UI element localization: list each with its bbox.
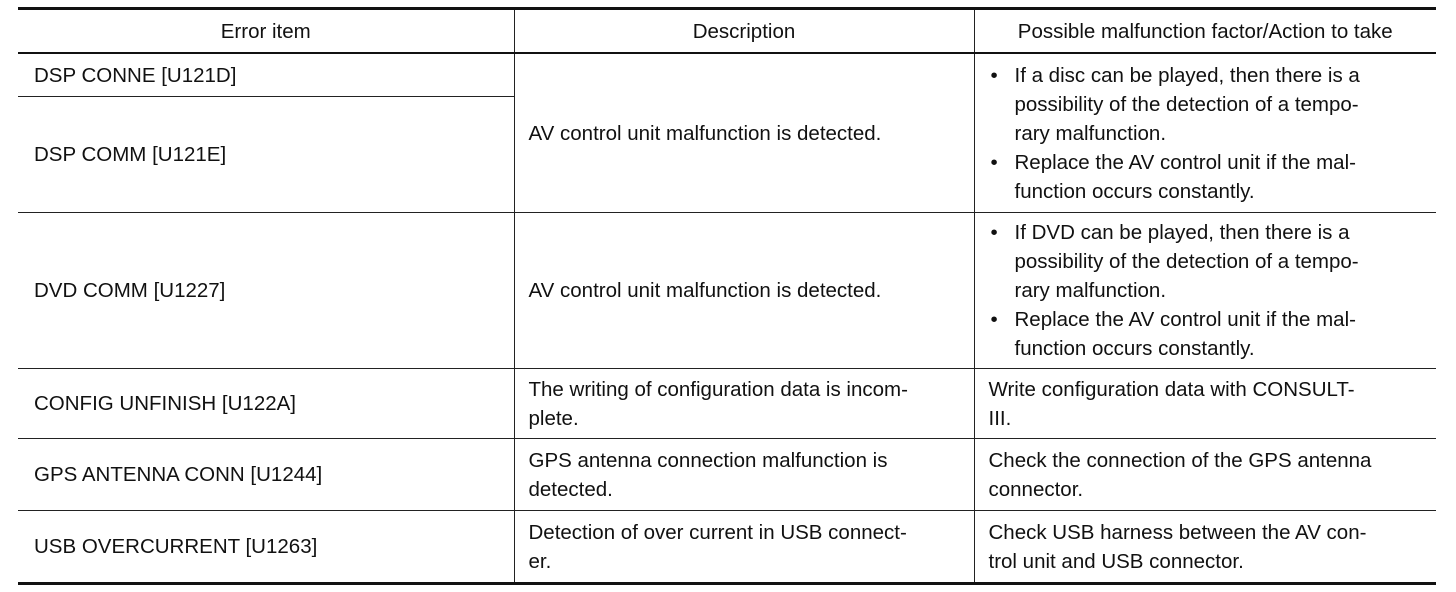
action-line: Check USB harness between the AV con- [988,520,1367,544]
action-cell [974,213,1436,369]
action-bullet [989,61,1427,148]
error-item-cell: GPS ANTENNA CONN [U1244] [18,439,514,511]
action-line: trol unit and USB connector. [988,549,1244,573]
action-line: Check the connection of the GPS antenna [988,448,1372,472]
action-cell [974,511,1436,584]
description-cell [514,511,974,584]
bullet-glyph: • [990,150,998,174]
bullet-line: Replace the AV control unit if the mal- [1014,308,1356,331]
error-table [18,7,1436,585]
header-error-item: Error item [18,9,514,54]
error-item-cell: DVD COMM [U1227] [18,213,514,369]
bullet-line: function occurs constantly. [1014,337,1255,360]
bullet-line: rary malfunction. [1014,279,1167,302]
action-line: connector. [988,477,1084,501]
header-row [18,9,1436,54]
description-line: plete. [528,406,579,430]
error-item-cell: DSP CONNE [U121D] [18,53,514,97]
bullet-line: rary malfunction. [1014,121,1167,145]
table-row [18,213,1436,369]
table-row [18,511,1436,584]
description-line: GPS antenna connection malfunction is [528,448,888,472]
header-action: Possible malfunction factor/Action to take [974,9,1436,54]
bullet-line: possibility of the detection of a tempo- [1014,92,1359,116]
table-row [18,439,1436,511]
bullet-glyph: • [990,221,998,244]
header-description: Description [514,9,974,54]
bullet-line: possibility of the detection of a tempo- [1014,250,1359,273]
description-line: detected. [528,477,613,501]
description-line: The writing of configuration data is incom- [528,377,908,401]
table-row [18,369,1436,439]
action-bullet [989,218,1427,305]
bullet-glyph: • [990,63,998,87]
action-cell [974,439,1436,511]
bullet-line: Replace the AV control unit if the mal- [1014,150,1356,174]
bullet-line: If DVD can be played, then there is a [1014,221,1350,244]
bullet-line: function occurs constantly. [1014,179,1255,203]
action-bullet [989,148,1427,206]
bullet-glyph: • [990,308,998,331]
description-line: Detection of over current in USB connect- [528,520,907,544]
action-cell [974,369,1436,439]
error-item-cell: CONFIG UNFINISH [U122A] [18,369,514,439]
table-row [18,53,1436,97]
description-cell [514,369,974,439]
error-item-cell: USB OVERCURRENT [U1263] [18,511,514,584]
description-line: er. [528,549,552,573]
description-cell [514,439,974,511]
action-cell [974,53,1436,213]
error-table-container [18,7,1436,585]
error-item-cell: DSP COMM [U121E] [18,97,514,213]
action-bullet [989,305,1427,363]
description-cell: AV control unit malfunction is detected. [514,53,974,213]
action-bullet-list [989,218,1427,363]
action-line: Write configuration data with CONSULT- [988,377,1355,401]
action-bullet-list [989,61,1427,206]
action-line: III. [988,406,1012,430]
bullet-line: If a disc can be played, then there is a [1014,63,1360,87]
description-cell: AV control unit malfunction is detected. [514,213,974,369]
